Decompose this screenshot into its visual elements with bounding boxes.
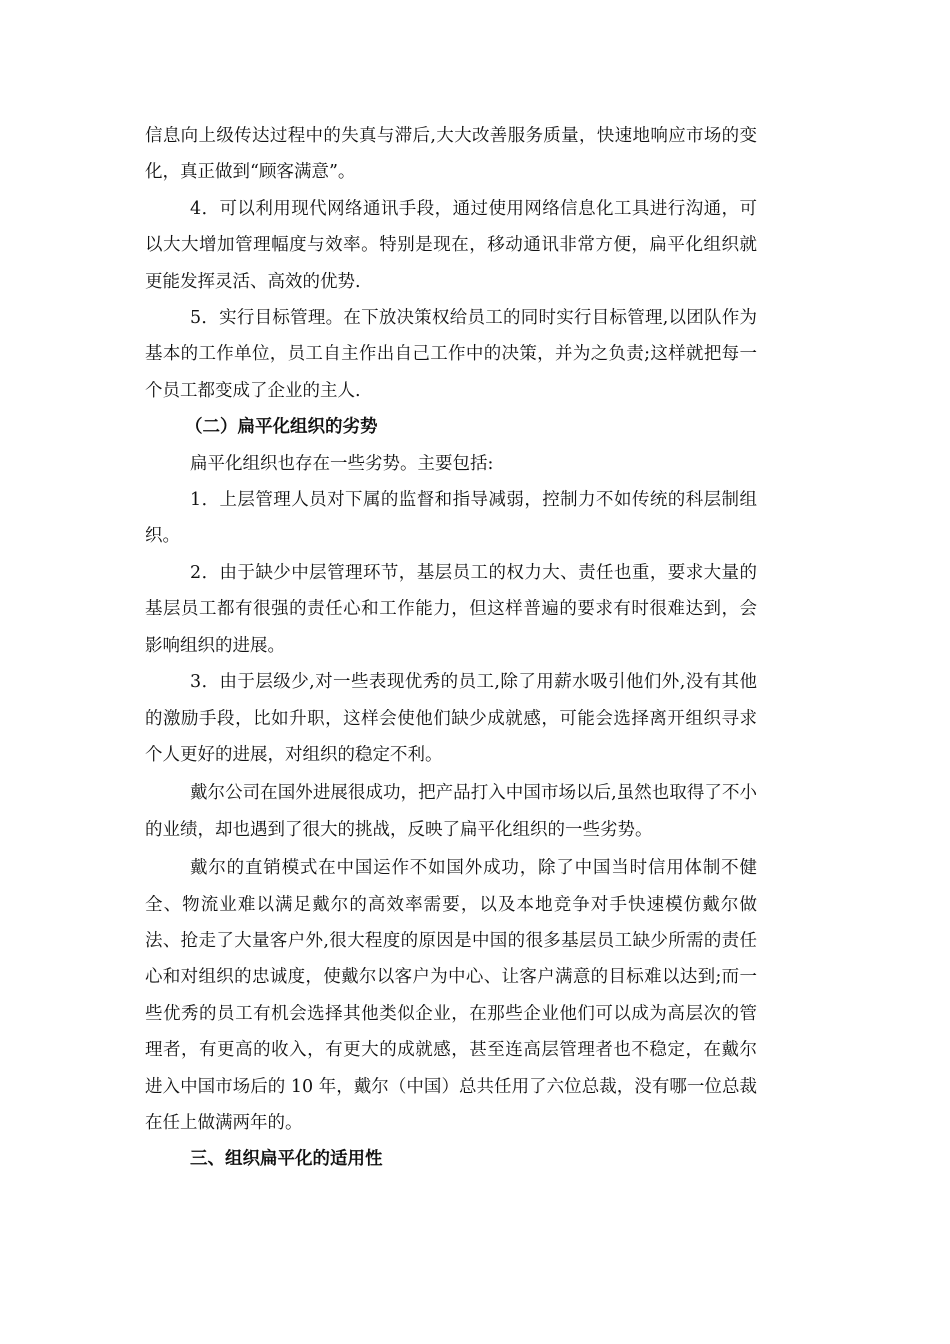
section-heading-disadvantages: （二）扁平化组织的劣势 <box>185 417 378 438</box>
paragraph-item-4: 4．可以利用现代网络通讯手段，通过使用网络信息化工具进行沟通，可以大大增加管理幅度与效率。特别是现在，移动通讯非常方便，扁平化组织就更能发挥灵活、高效的优势. <box>145 198 757 292</box>
paragraph-item-3: 3．由于层级少,对一些表现优秀的员工,除了用薪水吸引他们外,没有其他的激励手段，比如升职，这样会使他们缺少成就感，可能会选择离开组织寻求个人更好的进展，对组织的稳定不利。 <box>145 672 757 765</box>
paragraph-continuation: 信息向上级传达过程中的失真与滞后,大大改善服务质量，快速地响应市场的变化，真正做到“顾客满意”。 <box>145 126 757 183</box>
document-page <box>145 118 757 1178</box>
paragraph-item-1: 1．上层管理人员对下属的监督和指导减弱，控制力不如传统的科层制组织。 <box>145 490 757 547</box>
section-heading-applicability: 三、组织扁平化的适用性 <box>190 1149 383 1170</box>
paragraph-item-2: 2．由于缺少中层管理环节，基层员工的权力大、责任也重，要求大量的基层员工都有很强的责任心和工作能力，但这样普遍的要求有时很难达到，会影响组织的进展。 <box>145 562 757 656</box>
paragraph-dell-analysis: 戴尔的直销模式在中国运作不如国外成功，除了中国当时信用体制不健全、物流业难以满足戴尔的高效率需要，以及本地竞争对手快速模仿戴尔做法、抢走了大量客户外,很大程度的原因是中国的很多基层员工缺少所需的责任心和对组织的忠诚度，使戴尔以客户为中心、让客户满意的目标难以达到;而一些优秀的员工有机会选择其他类似企业，在那些企业他们可以成为高层次的管理者，有更高的收入，有更大的成就感，甚至连高层管理者也不稳定，在戴尔进入中国市场后的 10 年，戴尔（中国）总共任用了六位总裁，没有哪一位总裁在任上做满两年的。 <box>145 858 757 1133</box>
paragraph-intro: 扁平化组织也存在一些劣势。主要包括: <box>190 453 494 474</box>
paragraph-item-5: 5．实行目标管理。在下放决策权给员工的同时实行目标管理,以团队作为基本的工作单位，员工自主作出自己工作中的决策，并为之负责;这样就把每一个员工都变成了企业的主人. <box>145 308 757 401</box>
paragraph-dell-case: 戴尔公司在国外进展很成功，把产品打入中国市场以后,虽然也取得了不小的业绩，却也遇到了很大的挑战，反映了扁平化组织的一些劣势。 <box>145 783 757 840</box>
